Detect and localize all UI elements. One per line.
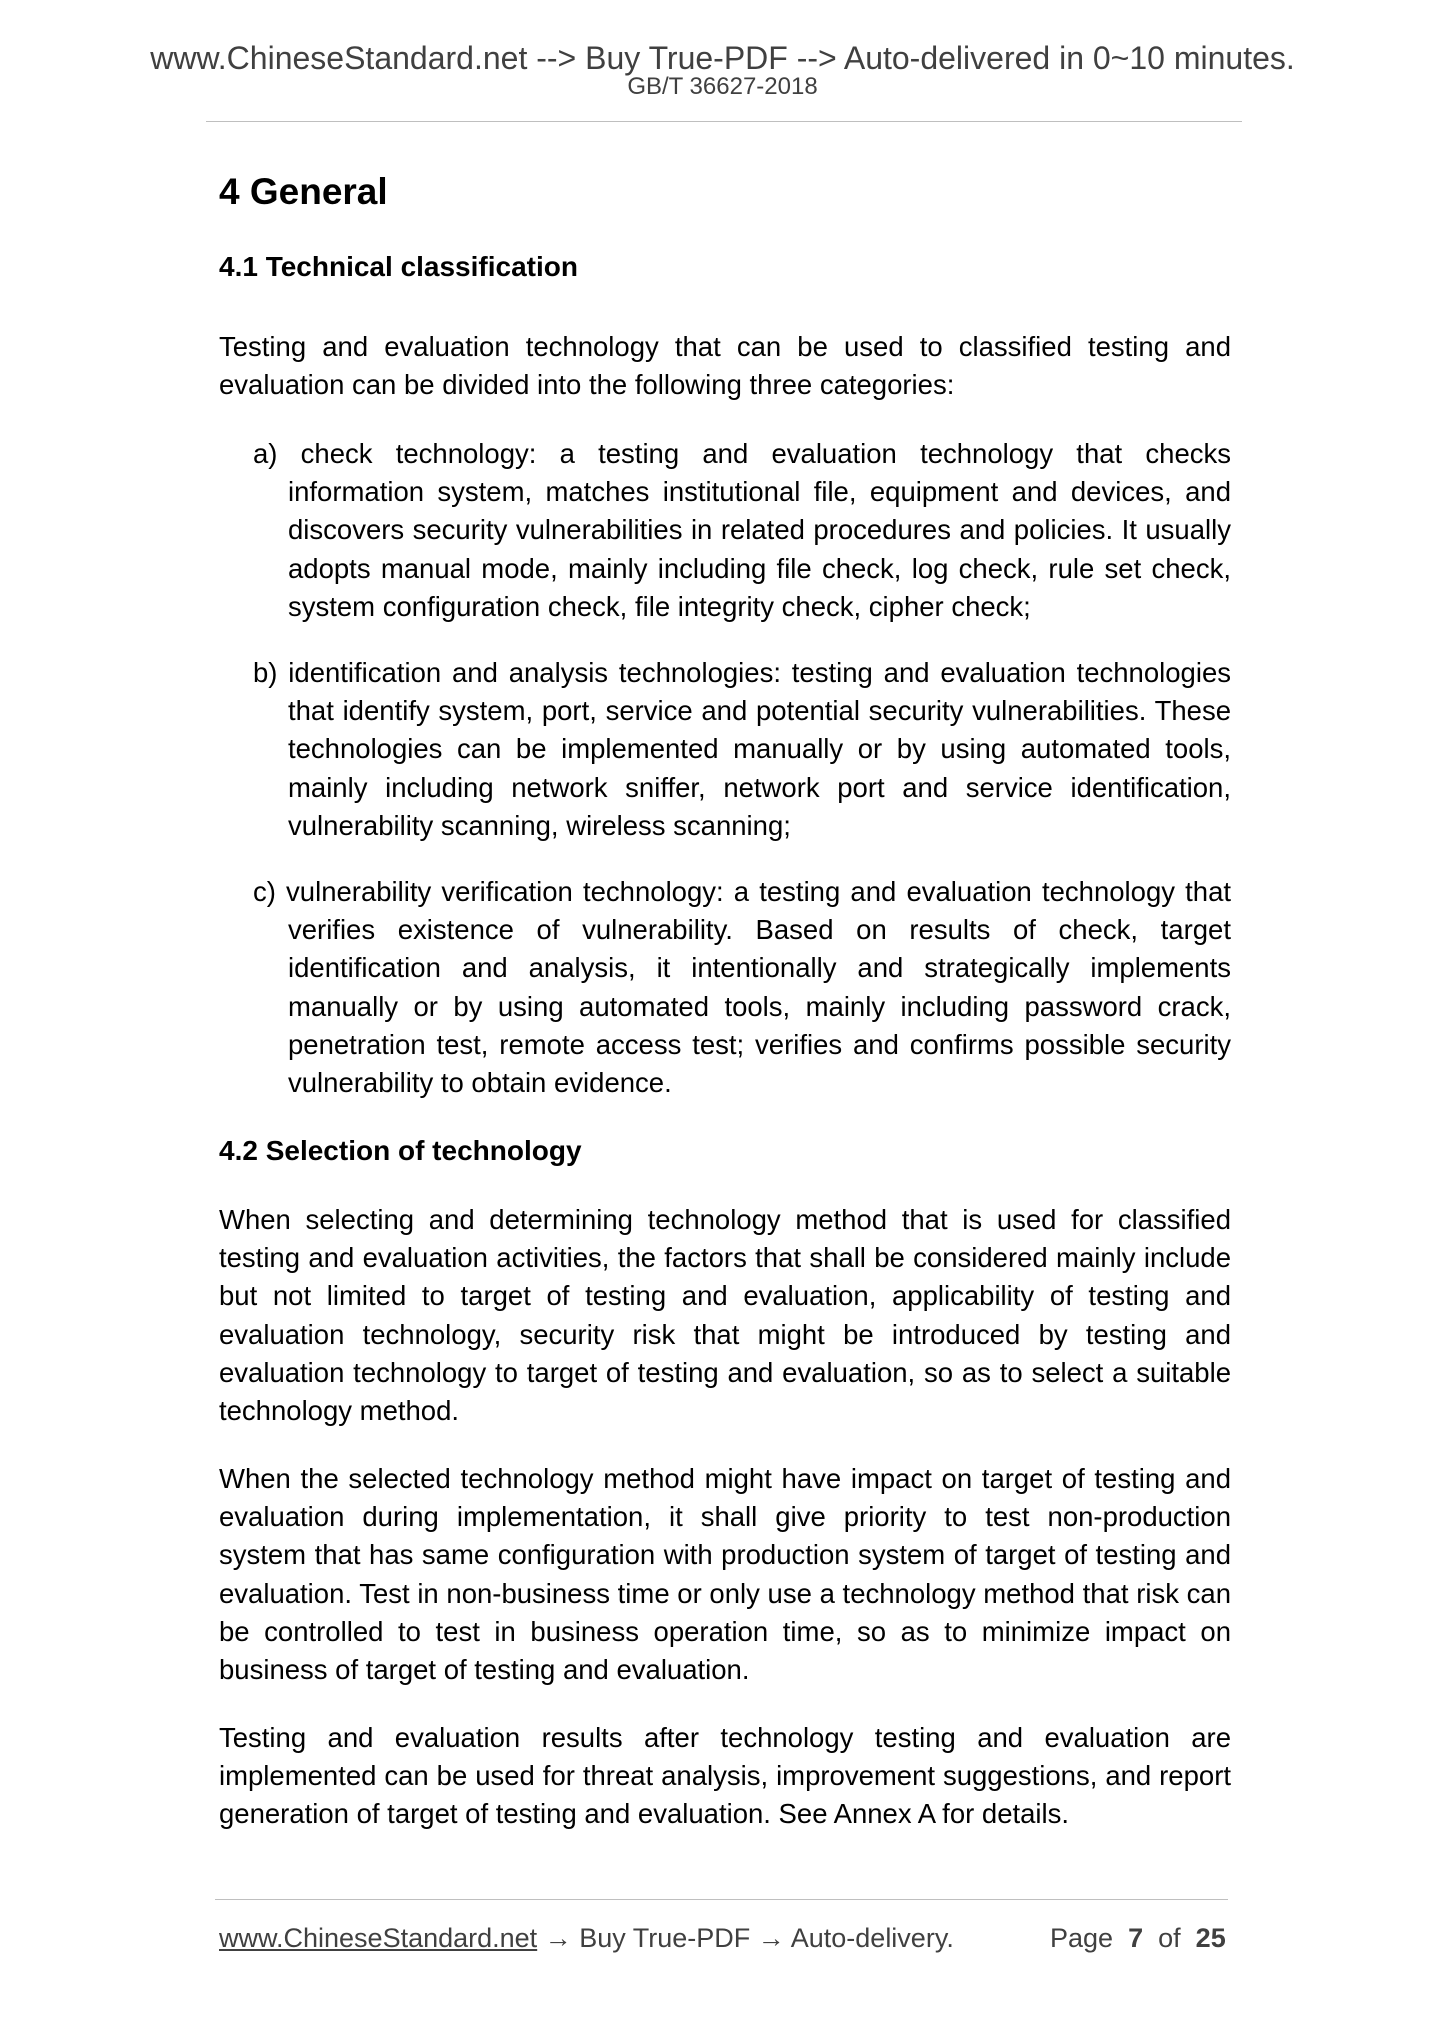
page-label: Page (1050, 1923, 1114, 1953)
footer-website-link[interactable]: www.ChineseStandard.net (219, 1923, 538, 1953)
section-title: 4 General (219, 171, 388, 212)
paragraph-selection-1: When selecting and determining technology method that is used for classified testing and evaluation activities, the factors that shall be considered mainly include but not limited to target of testing and evaluation, applicability of testing and evaluation technology, security risk that might be introduced by testing and evaluation technology to target of testing and evaluation, so as to select a suitable technology method. (219, 1204, 1231, 1427)
list-item-c: c) vulnerability verification technology: a testing and evaluation technology that verifies existence of vulnerability. Based on results of check, target identification and analysis, it intentionally and strategically implements manually or by using automated tools, mainly including password crack, penetration test, remote access test; verifies and confirms possible security vulnerability to obtain evidence. (253, 876, 1231, 1099)
header-divider (206, 121, 1242, 122)
page-total: 25 (1195, 1923, 1226, 1953)
footer-divider (215, 1899, 1228, 1900)
subsection-title-technical-classification: 4.1 Technical classification (219, 251, 578, 282)
page-current: 7 (1128, 1923, 1144, 1953)
footer-promo (219, 1922, 954, 1954)
list-item-a: a) check technology: a testing and evaluation technology that checks information system, matches institutional file, equipment and devices, and discovers security vulnerabilities in related procedures and policies. It usually adopts manual mode, mainly including file check, log check, rule set check, system configuration check, file integrity check, cipher check; (253, 438, 1231, 622)
paragraph-intro: Testing and evaluation technology that can be used to classified testing and evaluation can be divided into the following three categories: (219, 331, 1231, 401)
subsection-title-selection-of-technology: 4.2 Selection of technology (219, 1135, 582, 1166)
footer-promo-text: → Buy True-PDF → Auto-delivery. (537, 1923, 954, 1953)
page-indicator (1050, 1922, 1226, 1954)
header-banner: www.ChineseStandard.net --> Buy True-PDF --> Auto-delivered in 0~10 minutes. (150, 40, 1295, 76)
document-number: GB/T 36627-2018 (627, 73, 818, 100)
list-item-b: b) identification and analysis technologies: testing and evaluation technologies that identify system, port, service and potential security vulnerabilities. These technologies can be implemented manually or by using automated tools, mainly including network sniffer, network port and service identification, vulnerability scanning, wireless scanning; (253, 657, 1231, 841)
page-of-label: of (1158, 1923, 1181, 1953)
paragraph-selection-2: When the selected technology method might have impact on target of testing and evaluation during implementation, it shall give priority to test non-production system that has same configuration with production system of target of testing and evaluation. Test in non-business time or only use a technology method that risk can be controlled to test in business operation time, so as to minimize impact on business of target of testing and evaluation. (219, 1463, 1231, 1686)
paragraph-selection-3: Testing and evaluation results after technology testing and evaluation are implemented can be used for threat analysis, improvement suggestions, and report generation of target of testing and evaluation. See Annex A for details. (219, 1722, 1231, 1830)
